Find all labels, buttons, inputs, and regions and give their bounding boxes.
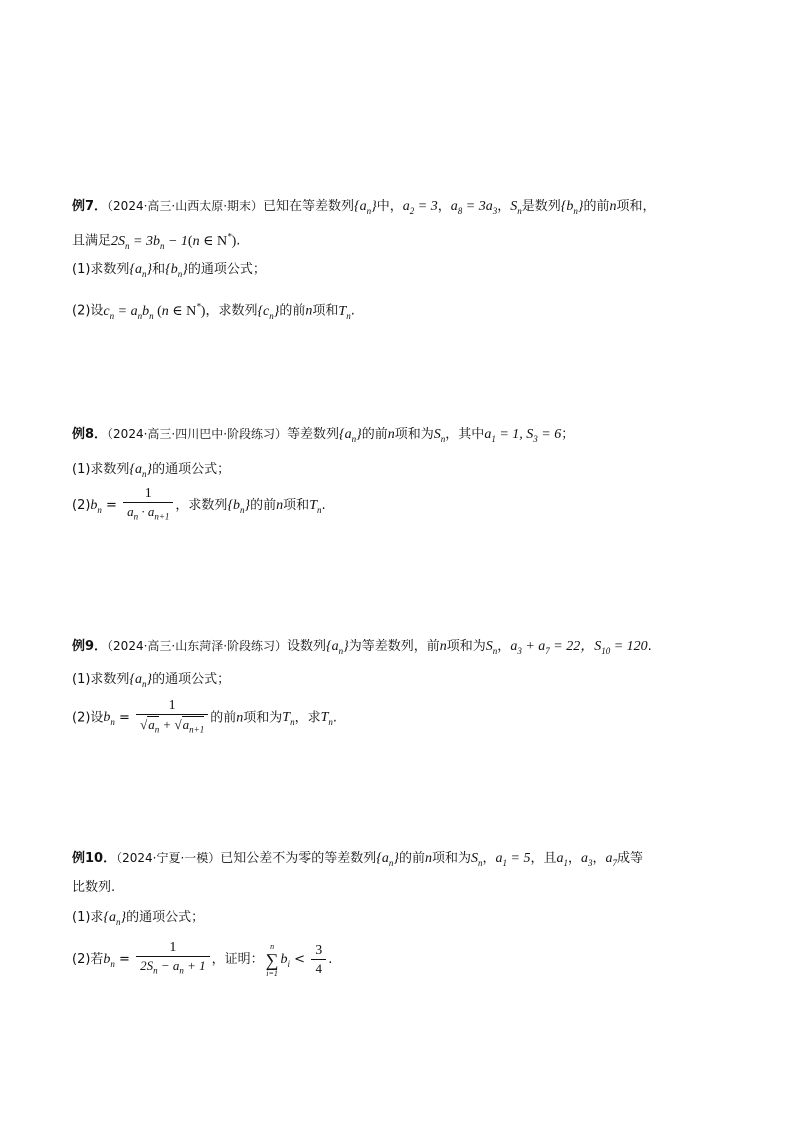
question-text: (1)求数列 <box>72 262 130 277</box>
stem-text: 比数列. <box>72 880 116 895</box>
question-text: 的通项公式； <box>152 462 231 477</box>
stem-text: 项和为 <box>394 427 434 442</box>
summation-symbol: n ∑ i=1 <box>265 941 279 978</box>
example-label: 例10． <box>72 851 117 866</box>
example-label: 例9． <box>72 639 108 654</box>
stem-text: 项和为 <box>446 639 486 654</box>
question-text: (1)求数列 <box>72 462 130 477</box>
stem-text: 为等差数列，前 <box>348 639 440 654</box>
question-text: . <box>321 498 326 513</box>
question-text: 的前 <box>210 710 237 726</box>
formula-condition: $2S_n = 3b_n - 1(n$ ∈ N*) <box>111 231 237 251</box>
question-text: 的通项公式； <box>126 910 205 925</box>
stem-text: ， <box>482 851 496 866</box>
formula-condition: $a_3 + a_7 = 22$，$S_{10} = 120$ <box>510 639 648 656</box>
stem-text: 的前 <box>361 427 388 442</box>
question-text: ，求 <box>294 710 321 726</box>
formula-a1: $a_1 = 5$ <box>495 851 531 868</box>
question-text: ，证明： <box>211 952 264 967</box>
question-text: . <box>332 710 338 726</box>
example-10-question-1: (1)求$\{a_n\}$的通项公式； <box>72 910 205 927</box>
formula-cn: $c_n = a_nb_n$ (n ∈ N*) <box>103 301 206 321</box>
example-label: 例8． <box>72 427 108 442</box>
example-10-line2 <box>72 878 115 898</box>
example-9-question-2: (2)设$b_n$ = $\frac{1}{√a_n + √a_{n+1}}$ 的前n项和为$T_n$，求$T_n$. <box>72 698 337 742</box>
example-7-question-2: (2)设$c_n = a_nb_n$ (n ∈ N*)，求数列$\{c_n\}$的前n项和$T_n$. <box>72 301 355 321</box>
example-8-question-2: $(2)b_n$ = $\frac{1}{a_n \cdot a_{n+1}}$ ，求数列$\{b_n\}$的前n项和$T_n$. <box>72 486 326 530</box>
question-text: 和 <box>152 262 166 277</box>
question-text: . <box>350 303 355 319</box>
formula-a2: $a_2 = 3$ <box>402 199 438 216</box>
stem-text: ； <box>561 427 575 442</box>
question-text: (1)求 <box>72 910 104 925</box>
source-tag: （2024·高三·山西太原·期末） <box>107 199 264 213</box>
example-9-question-1: (1)求数列$\{a_n\}$的通项公式； <box>72 672 231 689</box>
stem-text: 成等 <box>617 851 644 866</box>
stem-text: ，且 <box>530 851 557 866</box>
question-text: 项和为 <box>243 710 283 726</box>
fraction-formula: $\frac{1}{√a_n + √a_{n+1}}$ <box>136 698 208 738</box>
example-9-stem: 例9．（2024·高三·山东菏泽·阶段练习）设数列$\{a_n\}$为等差数列，前n项和为$S_n$，$a_3 + a_7 = 22$，$S_{10} = 120$. <box>72 639 652 656</box>
question-text: (2)若 <box>72 952 104 967</box>
stem-text: 等差数列 <box>287 427 340 442</box>
question-text: (1)求数列 <box>72 672 130 687</box>
stem-text: 已知在等差数列 <box>263 199 355 214</box>
question-text: . <box>328 952 333 967</box>
stem-text: . <box>647 639 652 654</box>
question-text: 的通项公式； <box>187 262 266 277</box>
fraction-formula: $\frac{1}{a_n \cdot a_{n+1}}$ <box>123 486 173 525</box>
stem-text: 已知公差不为零的等差数列 <box>220 851 377 866</box>
stem-text: 项和， <box>616 199 656 214</box>
example-10-stem: 例10．（2024·宁夏·一模）已知公差不为零的等差数列$\{a_n\}$的前n项和为$S_n$，$a_1 = 5$，且$a_1$，$a_3$，$a_7$成等 <box>72 851 644 868</box>
question-text: (2) <box>72 498 91 513</box>
question-text: 项和 <box>283 498 310 513</box>
stem-text: 是数列 <box>521 199 561 214</box>
source-tag: （2024·高三·山东菏泽·阶段练习） <box>107 639 288 653</box>
stem-text: 且满足 <box>72 233 112 249</box>
example-8-question-1: (1)求数列$\{a_n\}$的通项公式； <box>72 462 231 479</box>
question-text: 的前 <box>250 498 277 513</box>
example-7-question-1: (1)求数列$\{a_n\}$和$\{b_n\}$的通项公式； <box>72 262 266 279</box>
example-label: 例7． <box>72 199 108 214</box>
stem-text: 中， <box>376 199 403 214</box>
formula-condition: $a_1 = 1$, $S_3 = 6$ <box>484 427 562 444</box>
question-text: 的前 <box>279 303 306 319</box>
stem-text: 项和为 <box>432 851 472 866</box>
formula-a8: $a_8 = 3a_3$ <box>450 199 498 216</box>
example-8-stem: 例8．（2024·高三·四川巴中·阶段练习）等差数列$\{a_n\}$的前n项和为$S_n$，其中$a_1 = 1$, $S_3 = 6$； <box>72 427 575 444</box>
stem-text: ，其中 <box>445 427 485 442</box>
question-text: (2)设 <box>72 303 104 319</box>
fraction-formula: $\frac{1}{2S_n - a_n + 1}$ <box>136 940 210 979</box>
source-tag: （2024·宁夏·一模） <box>116 851 221 865</box>
example-7-line2: 且满足$2S_n = 3b_n - 1(n$ ∈ N*). <box>72 231 241 251</box>
question-text: (2)设 <box>72 710 104 726</box>
stem-text: 的前 <box>399 851 426 866</box>
example-10-question-2: (2)若$b_n$ = $\frac{1}{2S_n - a_n + 1}$ ，证明： n ∑ i=1 $b_i$ < $\frac{3}{4}$ . <box>72 940 333 978</box>
stem-text: 的前 <box>583 199 610 214</box>
question-text: ，求数列 <box>175 498 228 513</box>
source-tag: （2024·高三·四川巴中·阶段练习） <box>107 427 288 441</box>
fraction-three-quarters: $\frac{3}{4}$ <box>311 943 326 977</box>
stem-text: 设数列 <box>287 639 327 654</box>
question-text: ，求数列 <box>205 303 258 319</box>
question-text: 项和 <box>312 303 339 319</box>
example-7-stem: 例7．（2024·高三·山西太原·期末）已知在等差数列$\{a_n\}$中，$a_2 = 3$，$a_8 = 3a_3$，$S_n$是数列$\{b_n\}$的前n项和， <box>72 199 656 216</box>
question-text: 的通项公式； <box>152 672 231 687</box>
